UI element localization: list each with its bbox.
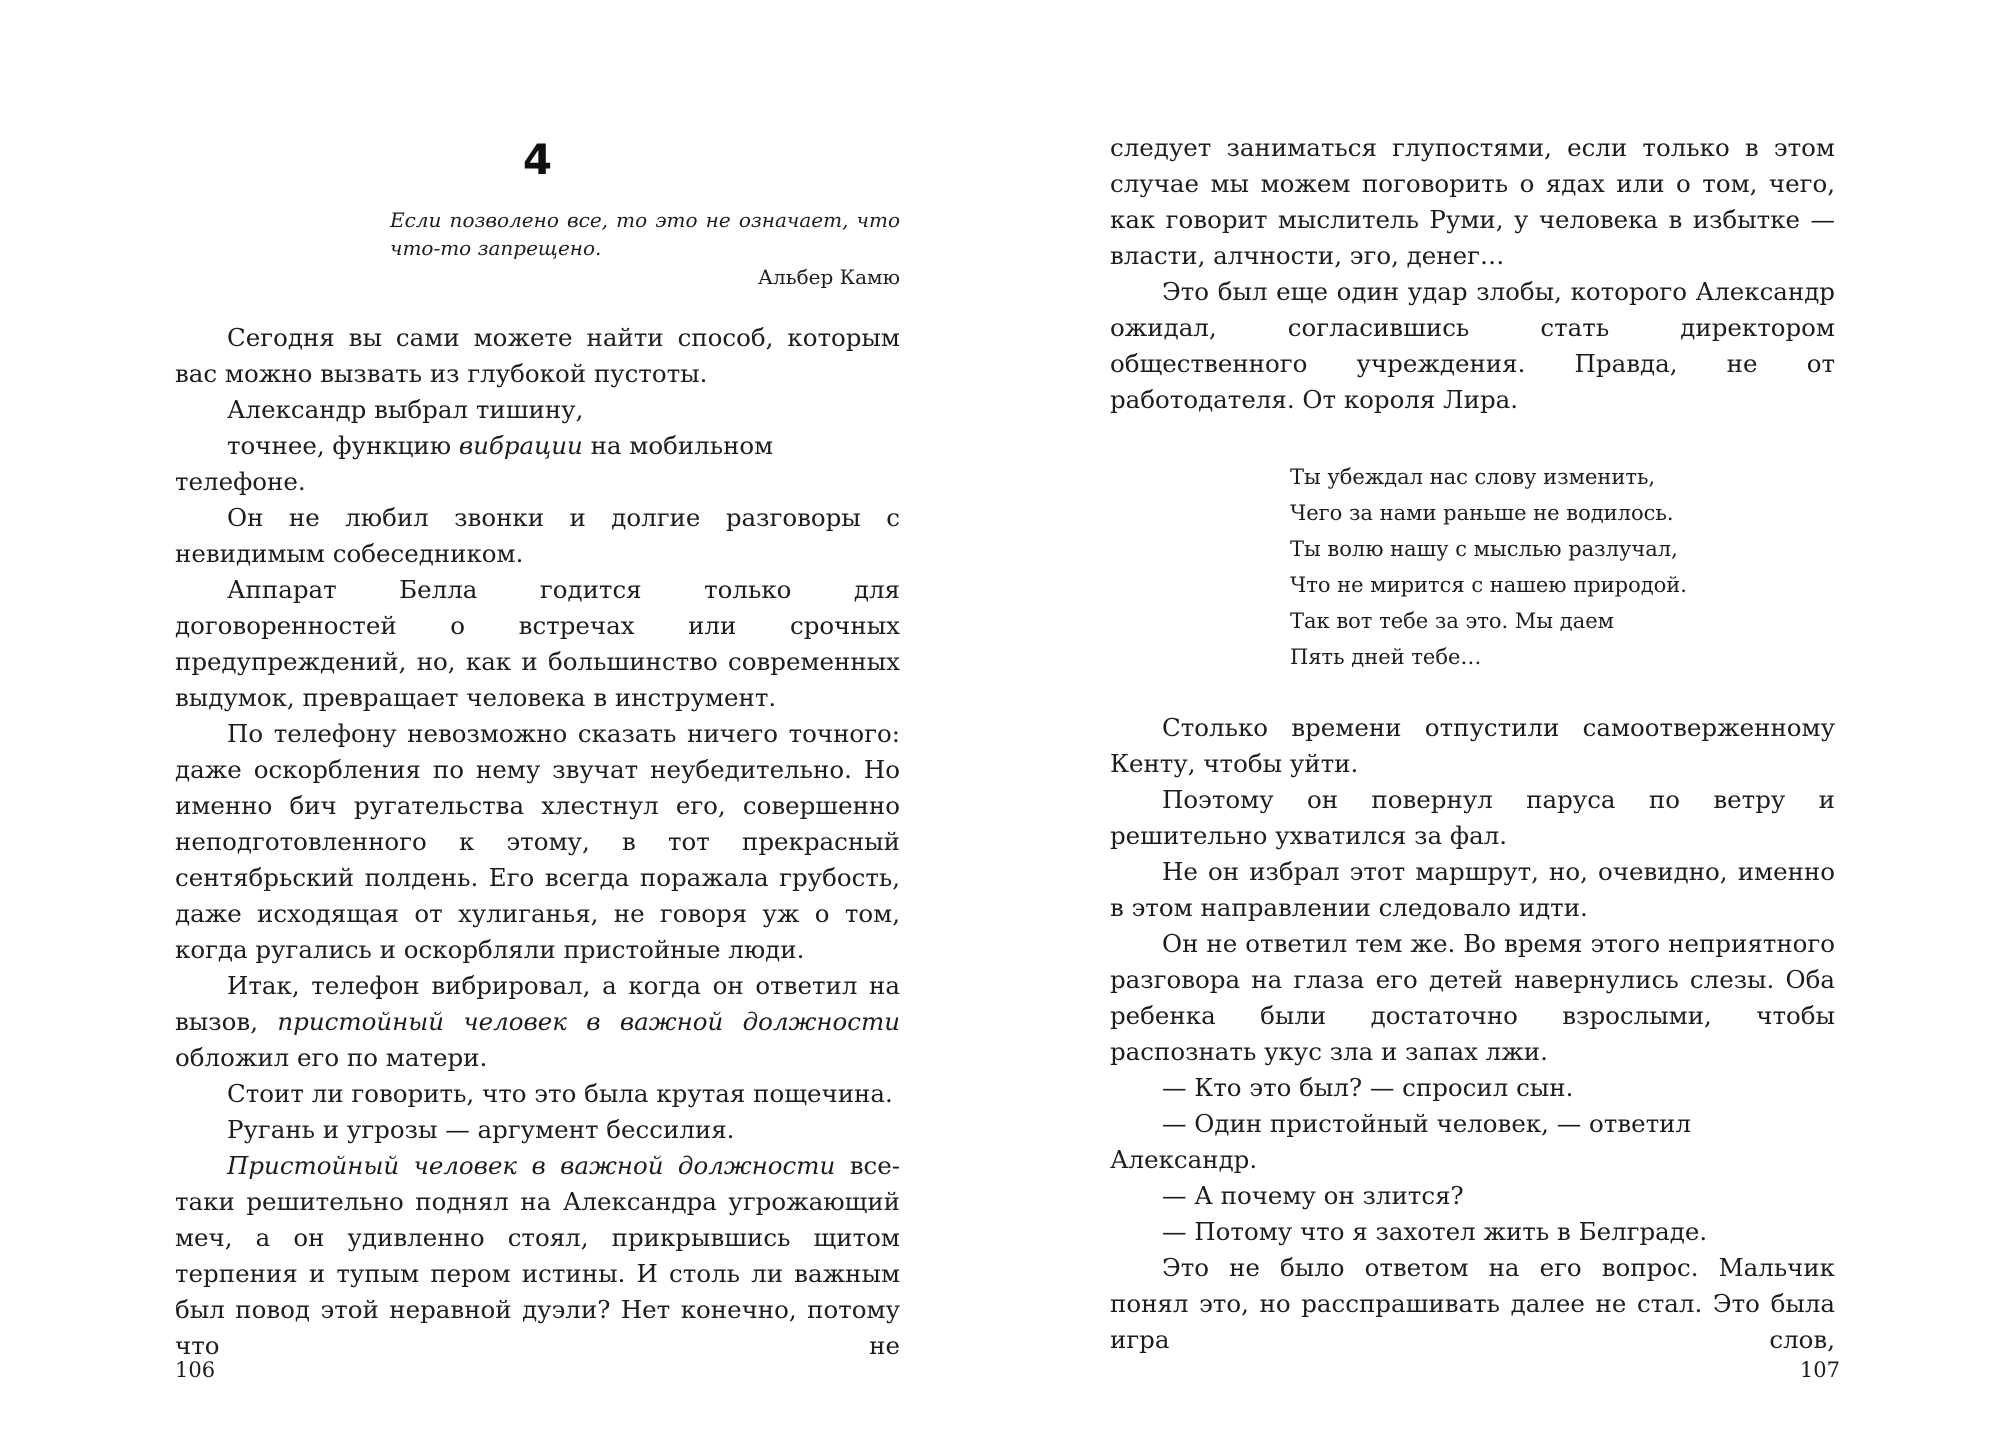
paragraph: Столько времени отпустили самоотверженному Кенту, чтобы уйти. [1110, 713, 1835, 778]
text-run: все-таки решительно поднял на Александра угрожающий меч, а он удивленно стоял, прикрывшись щитом терпения и тупым пером истины. И столь ли важным был повод этой неравной дуэли? Нет конечно, потому что не [175, 1151, 900, 1360]
verse-quote [1290, 459, 1790, 675]
verse-line: Чего за нами раньше не водилось. [1290, 501, 1674, 525]
paragraph [175, 428, 900, 500]
page-number: 107 [1799, 1358, 1840, 1382]
page-number: 106 [175, 1358, 216, 1382]
verse-line: Ты волю нашу с мыслью разлучал, [1290, 537, 1678, 561]
paragraph: Это был еще один удар злобы, которого Александр ожидал, согласившись стать директором общественного учреждения. Правда, не от работодателя. От короля Лира. [1110, 277, 1835, 414]
paragraph: Поэтому он повернул паруса по ветру и решительно ухватился за фал. [1110, 785, 1835, 850]
text-run: точнее, функцию [227, 431, 459, 460]
text-run: Итак, телефон вибрировал, а когда он ответил на вызов, [175, 971, 900, 1036]
dialogue-line: — Кто это был? — спросил сын. [1162, 1073, 1574, 1102]
dialogue-line: — Потому что я захотел жить в Белграде. [1162, 1217, 1708, 1246]
left-page-body [175, 320, 900, 1364]
italic-text: вибрации [458, 431, 583, 460]
paragraph [175, 968, 900, 1076]
epigraph-author: Альбер Камю [757, 265, 900, 289]
paragraph: Сегодня вы сами можете найти способ, которым вас можно вызвать из глубокой пустоты. [175, 323, 900, 388]
paragraph: Аппарат Белла годится только для договоренностей о встречах или срочных предупреждений, но, как и большинство современных выдумок, превращает человека в инструмент. [175, 575, 900, 712]
text-run: на мобильном телефоне. [175, 431, 774, 496]
paragraph: Он не ответил тем же. Во время этого неприятного разговора на глаза его детей навернулись слезы. Оба ребенка были достаточно взрослыми, чтобы распознать укус зла и запах лжи. [1110, 929, 1835, 1066]
right-page [1000, 0, 2000, 1454]
paragraph [175, 1148, 900, 1364]
paragraph: Александр выбрал тишину, [227, 395, 584, 424]
text-run: обложил его по матери. [175, 1043, 488, 1072]
chapter-number: 4 [522, 135, 553, 184]
verse-line: Что не мирится с нашею природой. [1290, 573, 1687, 597]
italic-text: Пристойный человек в важной должности [227, 1151, 836, 1180]
right-page-body-top [1110, 130, 1835, 418]
paragraph: Стоит ли говорить, что это была крутая пощечина. [227, 1079, 893, 1108]
verse-line: Пять дней тебе… [1290, 645, 1482, 669]
paragraph: По телефону невозможно сказать ничего точного: даже оскорбления по нему звучат неубедительно. Но именно бич ругательства хлестнул его, совершенно неподготовленного к этому, в тот прекрасный сентябрьский полдень. Его всегда поражала грубость, даже исходящая от хулиганья, не говоря уж о том, когда ругались и оскорбляли пристойные люди. [175, 719, 900, 964]
paragraph: Он не любил звонки и долгие разговоры с невидимым собеседником. [175, 503, 900, 568]
dialogue-line: — Один пристойный человек, — ответил Александр. [1110, 1109, 1692, 1174]
verse-line: Так вот тебе за это. Мы даем [1290, 609, 1615, 633]
paragraph: Это не было ответом на его вопрос. Мальчик понял это, но расспрашивать далее не стал. Это была игра слов, [1110, 1253, 1835, 1354]
paragraph: Ругань и угрозы — аргумент бессилия. [227, 1115, 735, 1144]
paragraph: Не он избрал этот маршрут, но, очевидно, именно в этом направлении следовало идти. [1110, 857, 1835, 922]
dialogue-line: — А почему он злится? [1162, 1181, 1464, 1210]
right-page-body-bottom [1110, 710, 1835, 1358]
epigraph-text: Если позволено все, то это не означает, что что-то запрещено. [390, 208, 900, 260]
verse-line: Ты убеждал нас слову изменить, [1290, 465, 1656, 489]
paragraph: следует заниматься глупостями, если только в этом случае мы можем поговорить о ядах или о том, чего, как говорит мыслитель Руми, у человека в избытке — власти, алчности, эго, денег… [1110, 133, 1835, 270]
italic-text: пристойный человек в важной должности [277, 1007, 900, 1036]
